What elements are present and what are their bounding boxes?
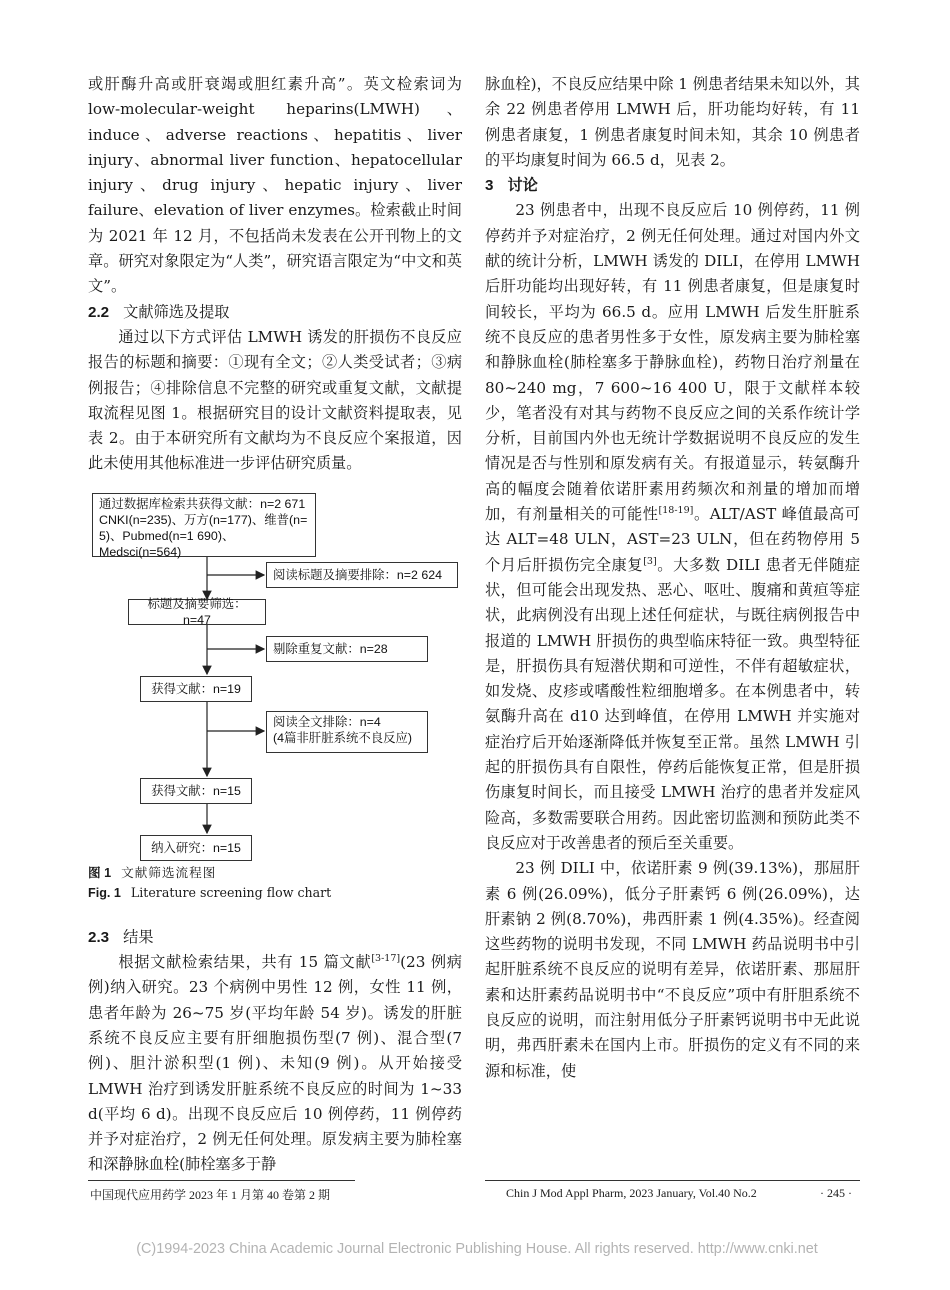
citation-superscript: [18-19] — [658, 504, 694, 516]
flow-box-exclude-title-abstract: 阅读标题及摘要排除：n=2 624 — [266, 562, 458, 588]
section-heading-3 — [485, 173, 860, 198]
page-number: · 245 · — [820, 1186, 852, 1200]
paragraph-search-terms: 或肝酶升高或肝衰竭或胆红素升高”。英文检索词为 low-molecular-weight heparins(LMWH)、induce、adverse reactions、hepatitis、liver injury、abnormal liver function、hepatocellular injury、drug injury、hepatic injury、liver failure、elevation of liver enzymes。检索截止时间为 2021 年 12 月，不包括尚未发表在公开刊物上的文章。研究对象限定为“人类”，研究语言限定为“中文和英文”。 — [88, 75, 462, 296]
text-run: 。大多数 DILI 患者无伴随症状，但可能会出现发热、恶心、呕吐、腹痛和黄疸等症状，此病例没有出现上述任何症状，与既往病例报告中报道的 LMWH 肝损伤的典型临床特征一致。典型特征是，肝损伤具有短潜伏期和可逆性，不伴有超敏症状，如发烧、皮疹或嗜酸性粒细胞增多。在本例患者中，转氨酶升高在 d10 达到峰值，在停用 LMWH 并实施对症治疗后开始逐渐降低并恢复至正常。虽然 LMWH 引起的肝损伤具有自限性，停药后能恢复正常，但是肝损伤康复时间长，而且接受 LMWH 治疗的患者并发症风险高，多数需要联合用药。因此密切监测和预防此类不良反应对于改善患者的预后至关重要。 — [485, 555, 861, 852]
flow-box-line: CNKI(n=235)、万方(n=177)、维普(n= — [99, 512, 308, 527]
section-title: 结果 — [123, 927, 154, 946]
footer-rule-right — [485, 1180, 860, 1181]
flowchart — [88, 491, 462, 861]
copyright-notice: (C)1994-2023 China Academic Journal Electronic Publishing House. All rights reserved. http://www.cnki.net — [136, 1241, 818, 1257]
flow-box-line: 通过数据库检索共获得文献：n=2 671 — [99, 496, 306, 511]
section-title: 讨论 — [507, 177, 538, 195]
text-run: 。ALT/AST 峰值最高可达 ALT=48 ULN，AST=23 ULN，但在药物停用 5 个月后肝损伤完全康复 — [485, 505, 861, 574]
footer-rule-left — [88, 1180, 355, 1181]
text-run: 根据文献检索结果，共有 15 篇文献 — [118, 953, 372, 972]
flow-box-remove-duplicates: 剔除重复文献：n=28 — [266, 636, 428, 662]
figure-title-cn: 文献筛选流程图 — [121, 864, 217, 880]
paragraph-discussion-1 — [485, 198, 860, 856]
flow-box-included: 纳入研究：n=15 — [140, 835, 252, 861]
section-number: 3 — [485, 177, 494, 195]
left-column — [88, 72, 462, 1178]
citation-superscript: [3-17] — [371, 952, 401, 964]
flow-box-line: 5)、Pubmed(n=1 690)、Medsci(n=564) — [99, 528, 235, 559]
flow-box-line: 阅读全文排除：n=4 — [273, 714, 381, 729]
section-number: 2.3 — [88, 928, 110, 946]
paragraph-discussion-2: 23 例 DILI 中，依诺肝素 9 例(39.13%)，那屈肝素 6 例(26.09%)，低分子肝素钙 6 例(26.09%)，达肝素钠 2 例(8.70%)，弗西肝素 1 例(4.35%)。经查阅这些药物的说明书发现，不同 LMWH 药品说明书中引起肝脏系统不良反应的说明有差异，依诺肝素、那屈肝素和达肝素药品说明书中“不良反应”项中有肝胆系统不良反应的说明，而注射用低分子肝素钙说明书中无此说明，弗西肝素未在国内上市。肝损伤的定义有不同的来源和标准，使 — [485, 859, 860, 1080]
figure-label-cn: 图 1 — [88, 865, 112, 880]
flow-box-title-screening: 标题及摘要筛选：n=47 — [128, 599, 266, 625]
text-run: (23 例病例)纳入研究。23 个病例中男性 12 例，女性 11 例，患者年龄为 26~75 岁(平均年龄 54 岁)。诱发的肝脏系统不良反应主要有肝细胞损伤型(7 例)、混合型(7 例)、胆汁淤积型(1 例)、未知(9 例)。从开始接受 LMWH 治疗到诱发肝脏系统不良反应的时间为 1~33 d(平均 6 d)。出现不良反应后 10 例停药，11 例停药并予对症治疗，2 例无任何处理。原发病主要为肺栓塞和深静脉血栓(肺栓塞多于静 — [88, 953, 462, 1174]
right-column — [485, 72, 860, 1084]
text-run: 23 例患者中，出现不良反应后 10 例停药，11 例停药并予对症治疗，2 例无任何处理。通过对国内外文献的统计分析，LMWH 诱发的 DILI，在停用 LMWH 后肝功能均出现好转，有 11 例患者康复，但是康复时间较长，平均为 66.5 d。应用 LMWH 后发生肝脏系统不良反应的患者男性多于女性，原发病主要为肺栓塞和静脉血栓(肺栓塞多于静脉血栓)，药物日治疗剂量在 80~240 mg，7 600~16 400 U，限于文献样本较少，笔者没有对其与药物不良反应之间的关系作统计学分析，目前国内外也无统计学数据说明不良反应的发生情况是否与性别和原发病有关。有报道显示，转氨酶升高的幅度会随着依诺肝素用药频次和剂量的增加而增加，有剂量相关的可能性 — [485, 201, 860, 524]
flow-box-obtained-19: 获得文献：n=19 — [140, 676, 252, 702]
figure-title-en: Literature screening flow chart — [130, 884, 332, 900]
citation-superscript: [3] — [643, 555, 657, 567]
paragraph-results-continued: 脉血栓)，不良反应结果中除 1 例患者结果未知以外，其余 22 例患者停用 LMWH 后，肝功能均好转，有 11 例患者康复，1 例患者康复时间未知，其余 10 例患者的平均康复时间为 66.5 d，见表 2。 — [485, 75, 860, 169]
figure-caption — [88, 863, 462, 903]
section-title: 文献筛选及提取 — [123, 302, 230, 321]
footer-journal-en: Chin J Mod Appl Pharm, 2023 January, Vol.40 No.2 — [506, 1186, 757, 1200]
figure-label-en: Fig. 1 — [88, 885, 121, 900]
section-heading-2-3 — [88, 925, 462, 950]
flow-box-obtained-15: 获得文献：n=15 — [140, 778, 252, 804]
section-heading-2-2 — [88, 300, 462, 325]
section-number: 2.2 — [88, 303, 110, 321]
paragraph-results — [88, 950, 462, 1178]
paragraph-screening: 通过以下方式评估 LMWH 诱发的肝损伤不良反应报告的标题和摘要：①现有全文；②人类受试者；③病例报告；④排除信息不完整的研究或重复文献，文献提取流程见图 1。根据研究目的设计文献资料提取表，见表 2。由于本研究所有文献均为不良反应个案报道，因此未使用其他标准进一步评估研究质量。 — [88, 327, 462, 473]
flow-box-database-search — [92, 493, 316, 557]
flow-box-fulltext-exclusion — [266, 711, 428, 753]
footer-journal-cn: 中国现代应用药学 2023 年 1 月第 40 卷第 2 期 — [90, 1188, 331, 1202]
flow-box-line: (4篇非肝脏系统不良反应) — [273, 730, 413, 745]
